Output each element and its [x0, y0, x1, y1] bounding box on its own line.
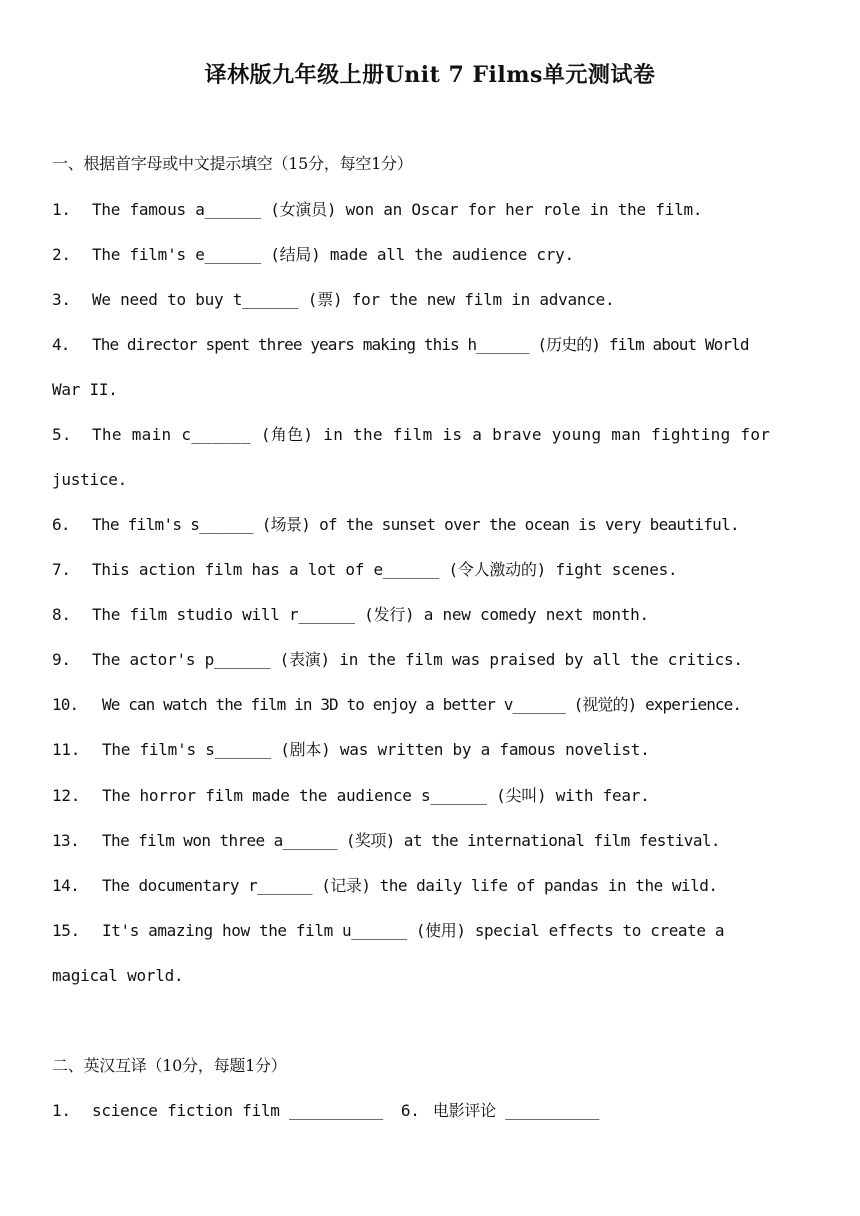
question-4: [52, 334, 812, 356]
question-5-continuation: justice.: [52, 470, 128, 489]
question-text: The film won three a______ (奖项) at the international film festival.: [102, 831, 720, 850]
question-text: The famous a______ (女演员) won an Oscar for her role in the film.: [92, 200, 703, 219]
question-text: The film's s______ (场景) of the sunset over the ocean is very beautiful.: [92, 515, 739, 534]
question-number: 14.: [52, 876, 80, 895]
question-text: The director spent three years making this h______ (历史的) film about World: [92, 335, 749, 354]
question-3: [52, 289, 812, 311]
question-14: [52, 875, 812, 897]
question-text: We need to buy t______ (票) for the new film in advance.: [92, 290, 615, 309]
question-10: [52, 694, 812, 716]
section-2-heading: 二、英汉互译（10分，每题1分）: [52, 1056, 287, 1075]
question-4-continuation: War II.: [52, 380, 118, 399]
question-7: [52, 559, 812, 581]
question-12: [52, 785, 812, 807]
question-1: [52, 199, 812, 221]
question-text: The horror film made the audience s______ (尖叫) with fear.: [102, 786, 650, 805]
question-text: science fiction film __________: [92, 1101, 383, 1120]
translation-row-1: [52, 1100, 812, 1122]
section-1-heading: 一、根据首字母或中文提示填空（15分，每空1分）: [52, 154, 413, 173]
question-text: The documentary r______ (记录) the daily life of pandas in the wild.: [102, 876, 718, 895]
question-5: [52, 424, 812, 446]
question-text: It's amazing how the film u______ (使用) special effects to create a: [102, 921, 725, 940]
question-15-continuation: magical world.: [52, 966, 184, 985]
question-number: 6.: [400, 1101, 420, 1120]
question-number: 1.: [52, 1101, 71, 1120]
question-number: 9.: [52, 650, 71, 669]
question-text: We can watch the film in 3D to enjoy a better v______ (视觉的) experience.: [102, 695, 742, 714]
translation-item-6: [401, 1100, 599, 1122]
question-number: 2.: [52, 245, 71, 264]
question-number: 15.: [52, 921, 80, 940]
question-number: 13.: [52, 831, 80, 850]
question-6: [52, 514, 812, 536]
question-number: 11.: [52, 740, 81, 759]
question-15: [52, 920, 812, 942]
question-number: 5.: [52, 425, 72, 444]
question-number: 12.: [52, 786, 81, 805]
question-text: The film studio will r______ (发行) a new comedy next month.: [92, 605, 649, 624]
question-number: 8.: [52, 605, 71, 624]
question-8: [52, 604, 812, 626]
question-2: [52, 244, 812, 266]
question-text: The actor's p______ (表演) in the film was praised by all the critics.: [92, 650, 743, 669]
question-number: 6.: [52, 515, 70, 534]
question-number: 3.: [52, 290, 71, 309]
question-13: [52, 830, 812, 852]
question-number: 1.: [52, 200, 71, 219]
question-number: 10.: [52, 695, 79, 714]
question-text: 电影评论 __________: [432, 1101, 600, 1120]
question-9: [52, 649, 812, 671]
question-11: [52, 739, 812, 761]
question-text: The film's e______ (结局) made all the audience cry.: [92, 245, 574, 264]
question-text: This action film has a lot of e______ (令人激动的) fight scenes.: [92, 560, 678, 579]
page-title: 译林版九年级上册Unit 7 Films单元测试卷: [204, 62, 656, 88]
question-number: 7.: [52, 560, 71, 579]
question-text: The film's s______ (剧本) was written by a famous novelist.: [102, 740, 650, 759]
translation-item-1: [52, 1100, 383, 1122]
question-number: 4.: [52, 335, 70, 354]
question-text: The main c______ (角色) in the film is a brave young man fighting for: [92, 425, 771, 444]
